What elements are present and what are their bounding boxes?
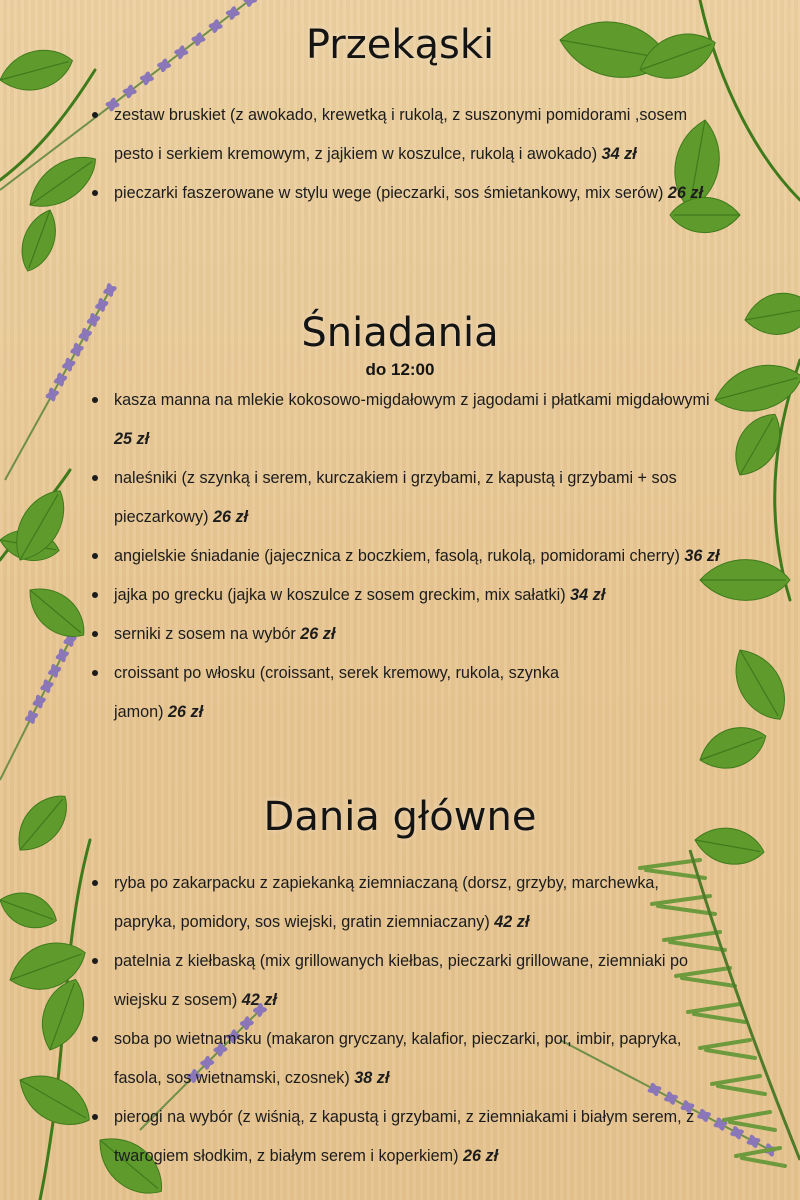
dania-glowne-list xyxy=(92,864,722,1176)
list-item: ryba po zakarpacku z zapiekanką ziemniaczaną (dorsz, grzyby, marchewka, papryka, pomidory, sos wiejski, gratin ziemniaczany) 42 zł xyxy=(92,864,722,942)
list-item: pieczarki faszerowane w stylu wege (pieczarki, sos śmietankowy, mix serów) 26 zł xyxy=(92,174,722,213)
list-item: naleśniki (z szynką i serem, kurczakiem i grzybami, z kapustą i grzybami + sos pieczarkowy) 26 zł xyxy=(92,459,722,537)
price: 36 zł xyxy=(684,547,720,565)
sniadania-list xyxy=(92,381,722,732)
price: 38 zł xyxy=(354,1069,390,1087)
price: 26 zł xyxy=(463,1147,499,1165)
section-subtitle-sniadania: do 12:00 xyxy=(365,360,435,379)
price: 26 zł xyxy=(300,625,336,643)
price: 42 zł xyxy=(241,991,277,1009)
list-item: jajka po grecku (jajka w koszulce z sosem greckim, mix sałatki) 34 zł xyxy=(92,576,722,615)
list-item: croissant po włosku (croissant, serek kremowy, rukola, szynka jamon) 26 zł xyxy=(92,654,584,732)
price: 26 zł xyxy=(667,184,703,202)
price: 34 zł xyxy=(570,586,606,604)
list-item: kasza manna na mlekie kokosowo-migdałowym z jagodami i płatkami migdałowymi 25 zł xyxy=(92,381,722,459)
price: 42 zł xyxy=(494,913,530,931)
list-item: patelnia z kiełbaską (mix grillowanych kiełbas, pieczarki grillowane, ziemniaki po wiejsku z sosem) 42 zł xyxy=(92,942,722,1020)
list-item: angielskie śniadanie (jajecznica z boczkiem, fasolą, rukolą, pomidorami cherry) 36 zł xyxy=(92,537,722,576)
section-title-dania-glowne: Dania główne xyxy=(263,794,537,840)
price: 34 zł xyxy=(601,145,637,163)
list-item: serniki z sosem na wybór 26 zł xyxy=(92,615,722,654)
list-item: zestaw bruskiet (z awokado, krewetką i rukolą, z suszonymi pomidorami ,sosem pesto i serkiem kremowym, z jajkiem w koszulce, rukolą i awokado) 34 zł xyxy=(92,96,722,174)
price: 25 zł xyxy=(114,430,150,448)
list-item: soba po wietnamsku (makaron gryczany, kalafior, pieczarki, por, imbir, papryka, fasola, sos wietnamski, czosnek) 38 zł xyxy=(92,1020,722,1098)
section-title-sniadania: Śniadania xyxy=(301,310,499,356)
list-item: pierogi na wybór (z wiśnią, z kapustą i grzybami, z ziemniakami i białym serem, z twarogiem słodkim, z białym serem i koperkiem) 26 zł xyxy=(92,1098,722,1176)
price: 26 zł xyxy=(212,508,249,526)
przekaski-list xyxy=(92,96,722,213)
section-title-przekaski: Przekąski xyxy=(305,22,495,68)
price: 26 zł xyxy=(167,703,204,721)
